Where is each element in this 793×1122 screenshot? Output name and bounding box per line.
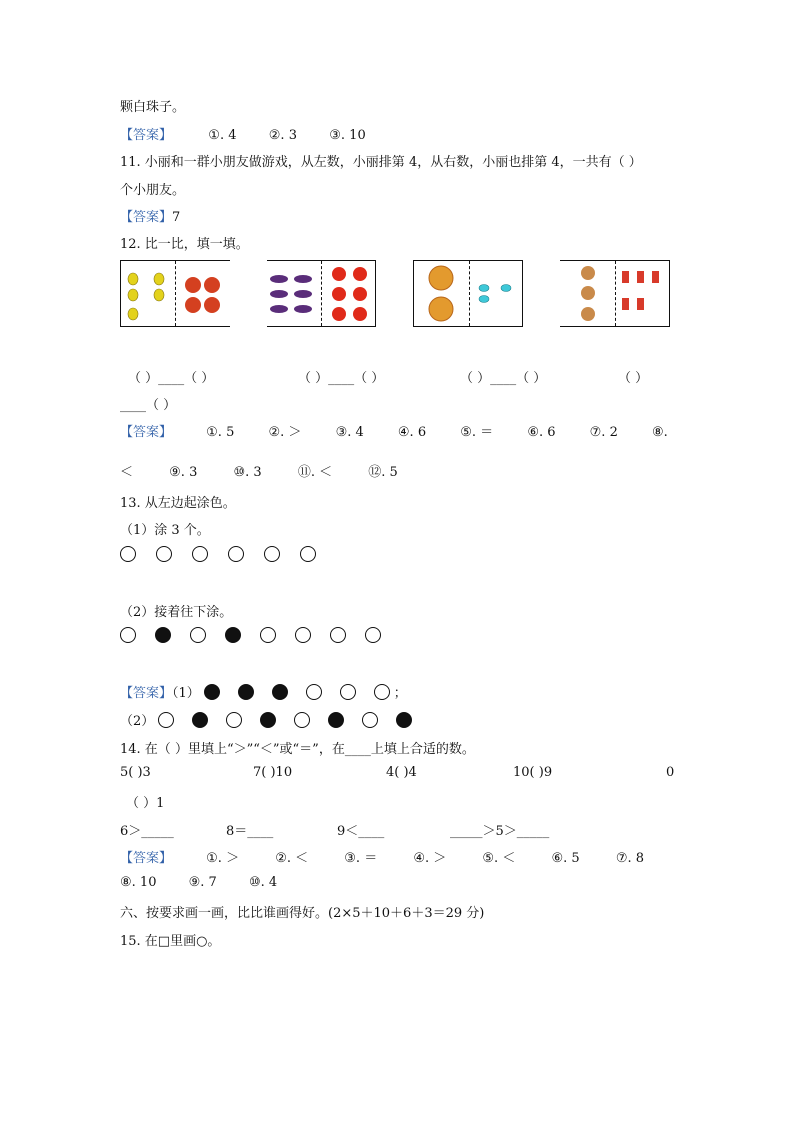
circle-shape[interactable]	[120, 627, 136, 643]
circle-row-part1	[120, 546, 316, 562]
circle-shape[interactable]	[300, 546, 316, 562]
circle-shape[interactable]	[228, 546, 244, 562]
answer-label: 【答案】	[120, 128, 173, 143]
filled-circle-shape	[328, 712, 344, 728]
answer-item: ⑤. ＜	[482, 851, 516, 866]
compare-box-toys	[560, 260, 670, 327]
answer-item: ②. 3	[268, 128, 297, 143]
compare-box-vegetables	[267, 260, 376, 327]
filled-circle-shape	[260, 712, 276, 728]
text-line: 颗白珠子。	[120, 100, 186, 115]
question-14: 14. 在（ ）里填上“＞”“＜”或“＝”，在____上填上合适的数。	[120, 742, 475, 757]
answer-item: 7	[172, 210, 181, 225]
fill-blank[interactable]: ____（ ）	[120, 398, 177, 413]
filled-circle-shape	[238, 684, 254, 700]
pear-icon	[121, 261, 231, 328]
fill-blank[interactable]: （ ）____（ ）	[298, 371, 385, 386]
answer-item: ⑪. ＜	[297, 465, 333, 480]
answer-item: ①. 4	[208, 128, 237, 143]
filled-circle-shape	[192, 712, 208, 728]
filled-circle-shape	[396, 712, 412, 728]
cookie-icon	[414, 261, 524, 328]
circle-shape	[158, 712, 174, 728]
fill-number[interactable]: _____＞5＞_____	[450, 824, 550, 839]
circle-shape	[226, 712, 242, 728]
answer-item: ⑧. 10	[120, 875, 157, 890]
circle-shape	[306, 684, 322, 700]
answer-label: 【答案】	[120, 425, 173, 440]
answer-item: ⑥. 6	[527, 425, 556, 440]
answer-item: ①. ＞	[206, 851, 240, 866]
compare-item[interactable]: （ ）1	[126, 796, 165, 811]
question-13: 13. 从左边起涂色。	[120, 496, 236, 511]
circle-shape	[294, 712, 310, 728]
teddy-bear-icon	[560, 261, 670, 328]
question-11-cont: 个小朋友。	[120, 183, 186, 198]
circle-shape[interactable]	[365, 627, 381, 643]
compare-item[interactable]: 4( )4	[386, 765, 417, 780]
circle-shape[interactable]	[264, 546, 280, 562]
answer-item: ⑦. 8	[615, 851, 645, 866]
filled-circle-shape	[204, 684, 220, 700]
eggplant-icon	[267, 261, 376, 328]
circle-row-part2	[120, 627, 381, 643]
question-12: 12. 比一比，填一填。	[120, 237, 249, 252]
circle-shape[interactable]	[330, 627, 346, 643]
circle-shape[interactable]	[260, 627, 276, 643]
answer-part-label: （2）	[120, 714, 155, 729]
answer-row-13-part1	[120, 682, 407, 701]
circle-shape	[340, 684, 356, 700]
answer-label: 【答案】	[120, 686, 173, 701]
answer-item: ④. ＞	[413, 851, 447, 866]
filled-circle-shape[interactable]	[225, 627, 241, 643]
answer-item: ⑤. ＝	[460, 425, 494, 440]
fill-number[interactable]: 9＜____	[337, 824, 385, 839]
circle-shape[interactable]	[156, 546, 172, 562]
fill-blank[interactable]: （ ）____（ ）	[460, 371, 547, 386]
question-13-part1: （1）涂 3 个。	[120, 523, 210, 538]
punctuation: ；	[393, 686, 407, 701]
answer-item: ④. 6	[397, 425, 427, 440]
filled-circle-shape[interactable]	[155, 627, 171, 643]
circle-shape[interactable]	[295, 627, 311, 643]
compare-item[interactable]: 10( )9	[513, 765, 553, 780]
answer-item: ②. ＜	[275, 851, 309, 866]
answer-row-12	[120, 421, 668, 440]
compare-box-fruit	[120, 260, 230, 327]
section-heading: 六、按要求画一画，比比谁画得好。(2×5＋10＋6＋3＝29 分)	[120, 906, 485, 921]
circle-shape[interactable]	[192, 546, 208, 562]
circle-shape	[374, 684, 390, 700]
answer-part-label: （1）	[172, 686, 200, 701]
answer-label: 【答案】	[120, 210, 173, 225]
question-13-part2: （2）接着往下涂。	[120, 605, 233, 620]
compare-item[interactable]: 7( )10	[253, 765, 293, 780]
answer-item: ＜	[120, 465, 134, 480]
fill-number[interactable]: 8＝____	[226, 824, 274, 839]
answer-item: ⑦. 2	[589, 425, 618, 440]
answer-item: ⑫. 5	[368, 465, 398, 480]
answer-item: ⑩. 4	[248, 875, 278, 890]
fill-blank[interactable]: （ ）	[618, 371, 649, 386]
answer-item: ③. 4	[335, 425, 364, 440]
answer-item: ②. ＞	[268, 425, 302, 440]
circle-shape	[362, 712, 378, 728]
answer-item: ⑧.	[652, 425, 668, 440]
circle-shape[interactable]	[190, 627, 206, 643]
answer-row-12-cont	[120, 461, 398, 480]
answer-item: ⑩. 3	[233, 465, 262, 480]
answer-label: 【答案】	[120, 851, 173, 866]
compare-item[interactable]: 5( )3	[120, 765, 151, 780]
answer-row-14-cont	[120, 875, 277, 890]
fill-number[interactable]: 6＞_____	[120, 824, 174, 839]
answer-item: ③. ＝	[344, 851, 378, 866]
answer-item: ⑥. 5	[551, 851, 580, 866]
circle-shape[interactable]	[120, 546, 136, 562]
answer-item: ③. 10	[329, 128, 366, 143]
question-15: 15. 在□里画○。	[120, 934, 221, 949]
answer-row-10	[120, 124, 366, 143]
fill-blank[interactable]: （ ）____（ ）	[128, 371, 215, 386]
compare-box-snacks	[413, 260, 523, 327]
answer-item: ⑨. 7	[188, 875, 217, 890]
answer-row-14	[120, 847, 644, 866]
compare-item[interactable]: 0	[666, 765, 675, 780]
answer-row-13-part2	[120, 710, 412, 729]
answer-row-11	[120, 206, 180, 225]
answer-item: ①. 5	[206, 425, 235, 440]
question-11: 11. 小丽和一群小朋友做游戏，从左数，小丽排第 4，从右数，小丽也排第 4，一共有（ ）	[120, 155, 642, 170]
filled-circle-shape	[272, 684, 288, 700]
answer-item: ⑨. 3	[169, 465, 198, 480]
